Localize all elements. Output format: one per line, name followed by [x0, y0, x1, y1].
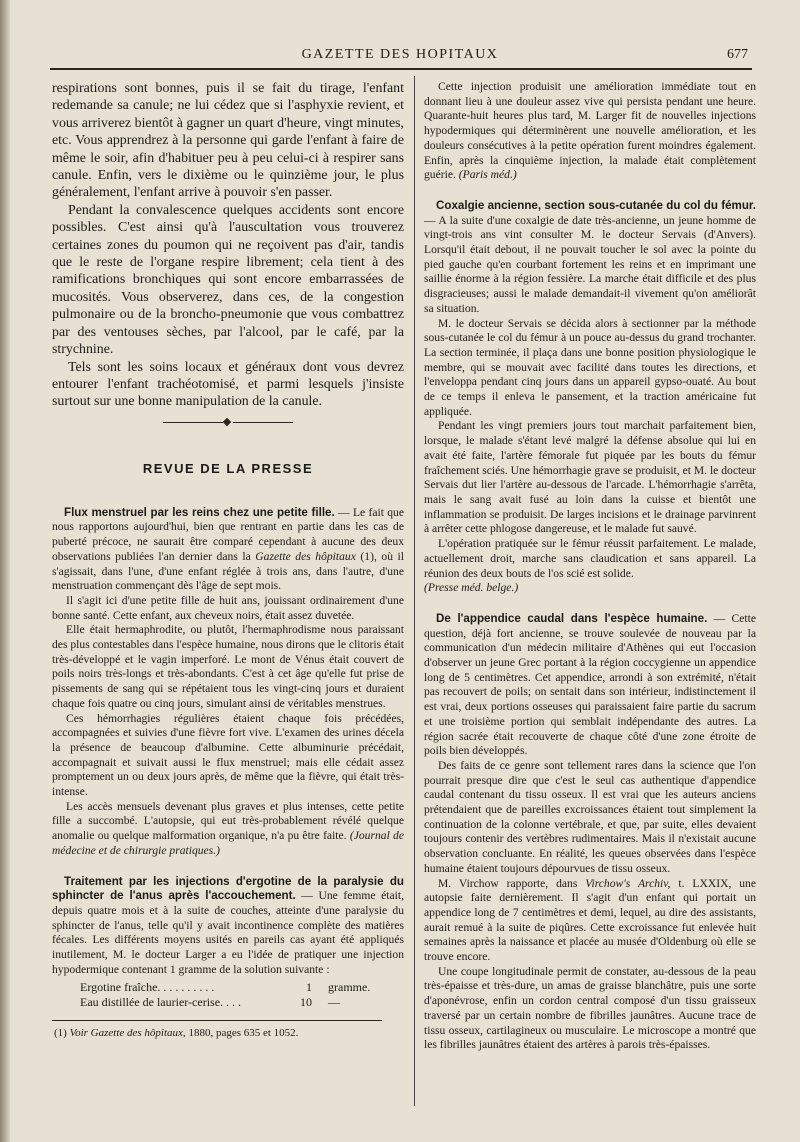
right-column [424, 80, 756, 1053]
section-heading: REVUE DE LA PRESSE [142, 460, 314, 476]
article-flux-menstruel [52, 506, 404, 594]
paragraph [424, 877, 756, 965]
article-text: t. LXXIX, une autopsie faite dernièrement. Il s'agit d'un enfant qui portait un appendice long de 7 centimètres et demi, lequel, au dire des assistants, aurait remué à la suite de piqûres. Cette excroissance fut enlevée huit semaines après la naissance et placée au musée d'Oldenburg où elle se trouve encore. [424, 876, 756, 964]
paragraph: Pendant la convalescence quelques accidents sont encore possibles. C'est ainsi qu'à l'auscultation vous trouverez certaines zones du poumon qui ne reçoivent pas d'air, tandis que le reste de l'organe respire librement; cela tient à des ramifications bronchiques qui sont encore embarrassées de mucosités. Vous observerez, dans ces, de la congestion pulmonaire ou de la broncho-pneumonie que vous combattrez par des ventouses sèches, par l'alcool, par le café, par la strychnine. [52, 202, 404, 358]
article-title: De l'appendice caudal dans l'espèce humaine. [436, 611, 708, 625]
article-text: — Le fait que nous rapportons aujourd'hui, bien que rentrant en partie dans les cas de puberté précoce, ne saurait être comparé cependant à aucune des deux observations publiées l'an dernier dans la [52, 505, 404, 563]
paragraph [424, 581, 756, 596]
paragraph: Pendant les vingt premiers jours tout marchait parfaitement bien, lorsque, le malade s'étant levé malgré la défense absolue qui lui en avait été faite, l'artère fémorale fut piquée par les bouts du fémur fraîchement sciés. Une hémorrhagie grave se produisit, et M. le docteur Servais dut lier l'artère au-dessous de l'arcade. L'hémorrhagie s'arrêta, mais le sang avait fusé au loin dans la cuisse et bientôt une inflammation se produisit. De larges incisions et le drainage parvinrent à arrêter cette phlogose dangereuse, et le malade fut sauvé. [424, 419, 756, 536]
paragraph: Une coupe longitudinale permit de constater, au-dessous de la peau très-épaisse et très-dure, un amas de graisse blanchâtre, puis une sorte d'aponévrose, enfin un cordon central composé d'un tissu graisseux traversé par un certain nombre de fibrilles jaunâtres. Aucune trace de tissu osseux, cartilagineux ou musculaire. Le microscope a montré que les fibrilles jaunâtres étaient des artères à parois très-épaisses. [424, 964, 756, 1052]
article-text: Les accès mensuels devenant plus graves et plus intenses, cette petite fille a succombé. L'autopsie, qui eut très-probablement révélé quelque anomalie ou quelque malformation organique, n'a pu être faite. [52, 799, 404, 843]
article-title: Coxalgie ancienne, section sous-cutanée du col du fémur. [436, 198, 756, 212]
prescription-row [80, 980, 404, 995]
paragraph: M. le docteur Servais se décida alors à sectionner par la méthode sous-cutanée le col du fémur à un pouce au-dessus du grand trochanter. La section terminée, il plaça dans une bonne position physiologique le membre, qui se mouvait avec facilité dans toutes les directions, et l'enveloppa pendant cinq jours dans un appareil gypso-ouaté. Au bout de ce temps il enleva le pansement, et la traction américaine fut appliquée. [424, 316, 756, 418]
paragraph: Ces hémorrhagies régulières étaient chaque fois précédées, accompagnées et suivies d'une fièvre fort vive. L'examen des urines décela la présence de beaucoup d'albumine. Cette albuminurie précédait, accompagnait et suivait aussi le flux menstruel; mais elle cédait assez promptement un ou deux jours après, de même que la fièvre, qui était très-intense. [52, 711, 404, 799]
running-title: GAZETTE DES HOPITAUX [301, 47, 499, 62]
article-source: (Presse méd. belge.) [424, 581, 519, 595]
article-source: (Paris méd.) [458, 168, 517, 182]
article-text: Cette injection produisit une amélioration immédiate tout en donnant lieu à une douleur assez vive qui persista pendant une heure. Quarante-huit heures plus tard, M. Larger fit de nouvelles injections hypodermiques qui déterminèrent une nouvelle amélioration, et les douleurs consécutives à la petite opération furent moindres également. Enfin, après la cinquième injection, la malade était complètement guérie. [424, 80, 756, 182]
reference: Virchow's Archiv, [585, 876, 671, 890]
press-review-articles [52, 506, 404, 978]
article-source: (Journal de médecine et de chirurgie pratiques.) [52, 829, 404, 857]
prescription-row [80, 995, 404, 1010]
paragraph: Il s'agit ici d'une petite fille de huit ans, jouissant ordinairement d'une bonne santé. Cette enfant, aux cheveux noirs, était assez duvetée. [52, 593, 404, 622]
footnote-marker: (1) [54, 1026, 67, 1039]
article-ergotine [52, 875, 404, 978]
header-rule [50, 68, 752, 70]
running-head [50, 47, 750, 67]
paragraph: L'opération pratiquée sur le fémur réussit parfaitement. Le malade, actuellement droit, marche sans claudication et sans appareil. La réunion des deux bouts de l'os scié est solide. [424, 537, 756, 580]
ingredient: Ergotine fraîche. . . . . . . . . . [80, 979, 215, 994]
footnote [52, 1026, 404, 1040]
article-coxalgie [424, 199, 756, 317]
unit: — [328, 994, 340, 1009]
left-column [52, 80, 404, 1040]
page-number: 677 [727, 47, 748, 62]
paragraph [52, 800, 404, 859]
quantity: 1 [306, 979, 312, 994]
paragraph: Elle était hermaphrodite, ou plutôt, l'hermaphrodisme nous paraissant des plus contestables dans l'espèce humaine, nous dirons que le clitoris était très-développé et le vagin imperforé. Le mont de Vénus était couvert de poils noirs très-longs et très-abondants. C'est à cet âge qu'elle fut prise de pissements de sang qui se répétaient tous les vingt-cinq jours et duraient chaque fois quatre ou cinq jours, simulant ainsi de véritables menstrues. [52, 623, 404, 710]
page-edge-shadow [0, 0, 10, 1142]
article-text: — Cette question, déjà fort ancienne, se trouve soulevée de nouveau par la communication d'un médecin militaire d'Athènes qui eut l'occasion d'observer un jeune Grec portant à la région coccygienne un appendice long de 5 centimètres. Cet appendice, arrondi à son extrémité, n'était pas recouvert de poils; on sentait dans son intérieur, indistinctement il est vrai, deux portions osseuses qui paraissaient faire partie du sacrum et une troisième portion qui semblait indépendante des autres. La région sacrée était recouverte de chaque côté d'une zone étroite de poils bien développés. [424, 611, 756, 758]
paragraph: Tels sont les soins locaux et généraux dont vous devrez entourer l'enfant trachéotomisé, et parmi lesquels j'insiste surtout sur une bonne manipulation de la canule. [52, 359, 404, 410]
section-ornament [163, 419, 293, 427]
quantity: 10 [300, 994, 312, 1009]
footnote-rule [52, 1020, 382, 1021]
footnote-voir: Voir [69, 1026, 88, 1039]
article-text: (1), où il s'agissait, dans l'une, d'une enfant réglée à trois ans, dans l'autre, d'une menstruation commençant dès l'âge de sept mois. [52, 549, 404, 593]
prescription [80, 980, 404, 1010]
article-title: Traitement par les injections d'ergotine de la paralysie du sphincter de l'anus après l'accouchement. [52, 874, 404, 903]
ingredient: Eau distillée de laurier-cerise. . . . [80, 994, 242, 1009]
article-title: Flux menstruel par les reins chez une petite fille. [64, 505, 335, 519]
paragraph: respirations sont bonnes, puis il se fait du tirage, l'enfant redemande sa canule; ne lui cédez que si l'asphyxie revient, et vous arriverez bientôt à gagner un quart d'heure, vingt minutes, etc. Vous apprendrez à la personne qui garde l'enfant à faire de même le soir, afin d'habituer peu à peu celui-ci à respirer sans canule. Enfin, vers le dixième ou le quinzième jour, le plus généralement, l'enfant arrive à pouvoir s'en passer. [52, 81, 404, 201]
reference: Gazette des hôpitaux [255, 549, 356, 563]
paragraph: Des faits de ce genre sont tellement rares dans la science que l'on pourrait presque dire que c'est le seul cas authentique d'appendice caudal contenant du tissu osseux. Il est vrai que les auteurs anciens prétendaient que de pareilles excroissances étaient tout simplement la continuation de la colonne vertébrale, et que, par suite, elles devaient toujours contenir des vertèbres rudimentaires. Mais il n'existait aucune observation concluante. En réalité, les queues observées dans l'espèce humaine étaient toujours dépourvues de tissu osseux. [424, 758, 756, 875]
unit: gramme. [328, 979, 371, 994]
footnote-reference: Gazette des hôpitaux, [90, 1026, 186, 1039]
footnote-text: 1880, pages 635 et 1052. [188, 1026, 299, 1039]
article-text: M. Virchow rapporte, dans [438, 876, 578, 890]
article-text: — A la suite d'une coxalgie de date très-ancienne, un jeune homme de vingt-trois ans vint consulter M. le docteur Servais (d'Anvers). Lorsqu'il était debout, il ne pouvait toucher le sol avec la pointe du pied gauche qu'en courbant fortement les reins et en imprimant une saillie énorme à la région fessière. La marche était difficile et des plus disgracieuses; aussi le malade demandait-il vivement qu'on améliorât sa situation. [424, 213, 756, 315]
article-text: — Une femme était, depuis quatre mois et à la suite de couches, atteinte d'une paralysie du sphincter de l'anus, telle qu'il y avait incontinence complète des matières fécales. Les différents moyens usités en pareils cas ayant été appliqués inutilement, M. le docteur Larger a eu l'idée de pratiquer une injection hypodermique contenant 1 gramme de la solution suivante : [52, 889, 404, 976]
article-appendice-caudal [424, 612, 756, 759]
lecture-continuation [52, 80, 404, 411]
column-divider [414, 76, 415, 1106]
paragraph [424, 80, 756, 183]
